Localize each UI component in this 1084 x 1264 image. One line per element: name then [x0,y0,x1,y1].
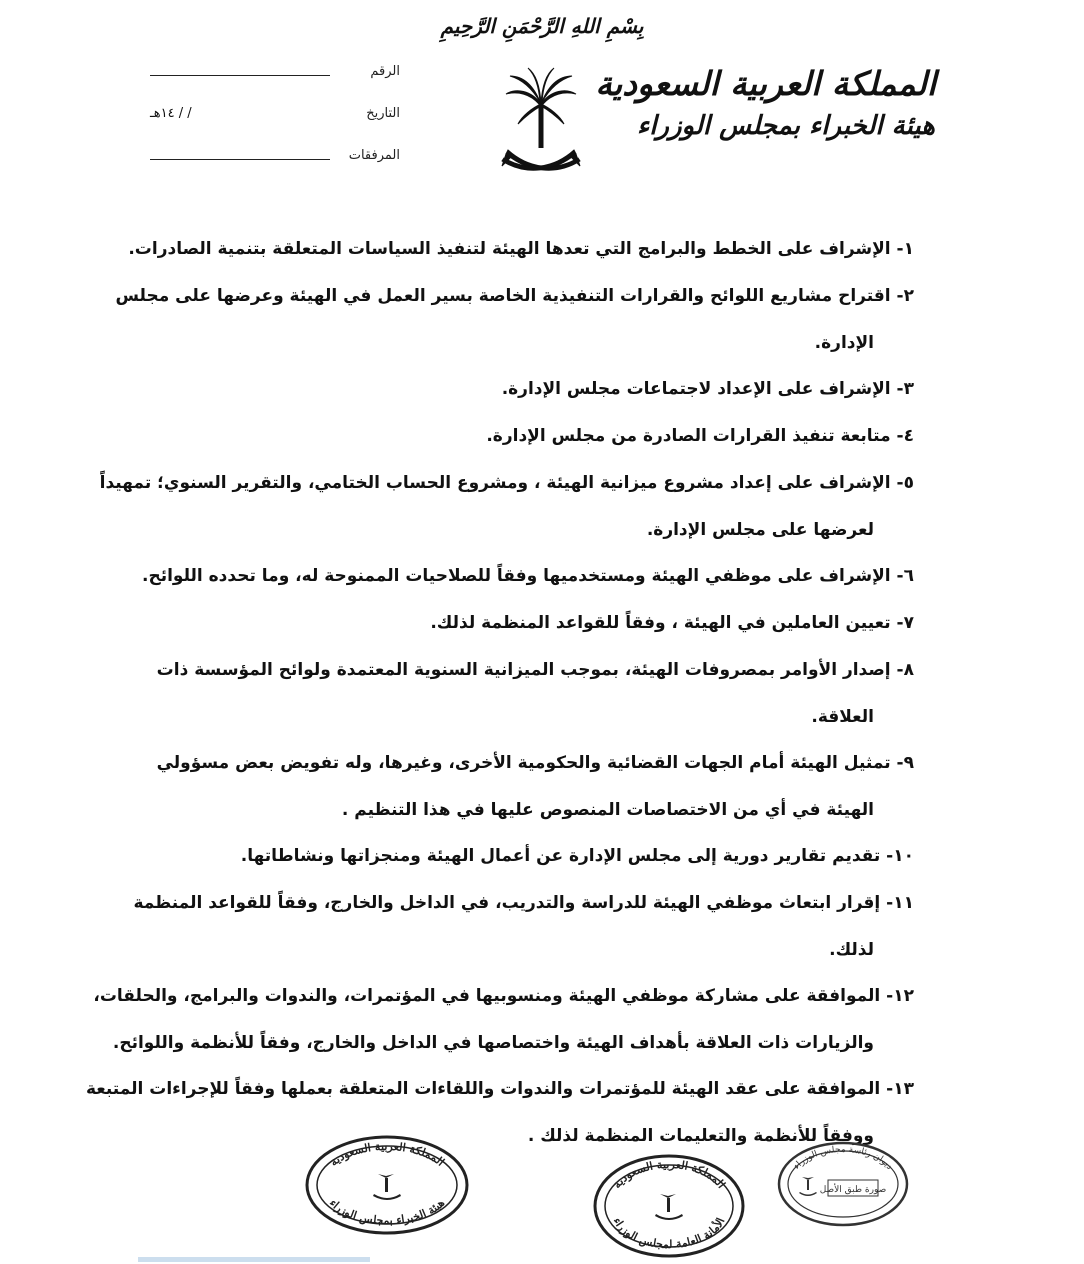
clause-item [115,273,914,366]
clause-continuation: الإدارة. [814,333,874,353]
clause-text: ٤- متابعة تنفيذ القرارات الصادرة من مجلس الإدارة. [486,426,914,446]
clause-item [93,973,914,1066]
clause-continuation: الهيئة في أي من الاختصاصات المنصوص عليها في هذا التنظيم . [341,800,874,820]
clause-text: ١١- إقرار ابتعاث موظفي الهيئة للدراسة والتدريب، في الداخل والخارج، وفقاً للقواعد المنظمة [133,893,914,913]
clause-item [133,880,914,973]
clause-item [156,740,914,833]
clause-item [99,460,914,553]
attachments-row [150,148,400,190]
seal-experts-commission [304,1134,470,1236]
clause-item [128,226,914,273]
clause-continuation: لعرضها على مجلس الإدارة. [646,520,874,540]
basmala-heading: بِسْمِ اللهِ الرَّحْمَنِ الرَّحِيمِ [440,14,644,38]
date-label: التاريخ [366,106,400,121]
attachments-line [150,159,330,160]
clause-text: ٦- الإشراف على موظفي الهيئة ومستخدميها وفقاً للصلاحيات الممنوحة له، وما تحدده اللوائح. [142,566,914,586]
clause-continuation: لذلك. [829,940,874,960]
clause-item [156,647,914,740]
letterhead-title-block [595,62,936,144]
reference-fields [150,64,400,190]
clause-item [174,833,914,880]
clause-text: ١٣- الموافقة على عقد الهيئة للمؤتمرات والندوات واللقاءات المتعلقة بعملها وفقاً للإجراءات المتبعة [85,1079,914,1099]
ref-number-label: الرقم [370,64,400,79]
seal-council-secretariat [592,1152,746,1260]
clause-text: ٢- اقتراح مشاريع اللوائح والقرارات التنفيذية الخاصة بسير العمل في الهيئة وعرضها على مجلس [115,286,914,306]
palm-swords-emblem-icon [498,64,584,188]
ref-number-row [150,64,400,106]
ref-number-line [150,75,330,76]
clause-continuation: ووفقاً للأنظمة والتعليمات المنظمة لذلك . [527,1126,874,1146]
clause-text: ٩- تمثيل الهيئة أمام الجهات القضائية والحكومية الأخرى، وغيرها، وله تفويض بعض مسؤولي [156,753,914,773]
organization-name: هيئة الخبراء بمجلس الوزراء [636,111,935,141]
seal-bottom-text: صورة طبق الأصل [819,1185,887,1195]
seal-bottom-text: هيئة الخبراء بمجلس الوزراء [326,1196,448,1228]
clause-item [142,553,914,600]
clause-text: ١- الإشراف على الخطط والبرامج التي تعدها الهيئة لتنفيذ السياسات المتعلقة بتنمية الصادرات. [128,239,914,259]
seal-top-text: ديوان رئاسة مجلس الوزراء [791,1144,895,1172]
seal-true-copy [776,1140,910,1228]
seal-top-text: المملكة العربية السعودية [327,1139,447,1169]
svg-text:هيئة الخبراء بمجلس الوزراء [327,1196,448,1227]
clause-continuation: العلاقة. [811,707,874,727]
clause-text: ٨- إصدار الأوامر بمصروفات الهيئة، بموجب الميزانية السنوية المعتمدة ولوائح المؤسسة ذات [156,660,914,680]
clause-text: ٥- الإشراف على إعداد مشروع ميزانية الهيئة ، ومشروع الحساب الختامي، والتقرير السنوي؛ تمهيداً [99,473,914,493]
attachments-label: المرفقات [348,148,400,163]
bottom-scan-mark [138,1257,370,1262]
seal-top-text: المملكة العربية السعودية [610,1157,728,1191]
date-row [150,106,400,148]
date-placeholder: / / ١٤هـ [150,106,192,121]
clause-item [174,600,914,647]
clause-item [174,366,914,413]
clause-text: ١٢- الموافقة على مشاركة موظفي الهيئة ومنسوبيها في المؤتمرات، والندوات والبرامج، والحلقات، [93,986,914,1006]
clause-text: ٣- الإشراف على الإعداد لاجتماعات مجلس الإدارة. [501,379,914,399]
svg-text:الأمانة العامة لمجلس الوزراء [611,1216,728,1251]
clauses-list [85,226,914,1159]
seal-bottom-text: الأمانة العامة لمجلس الوزراء [610,1215,728,1252]
clause-continuation: والزيارات ذات العلاقة بأهداف الهيئة واختصاصها في الداخل والخارج، وفقاً للأنظمة واللوائح. [112,1033,874,1053]
clause-text: ١٠- تقديم تقارير دورية إلى مجلس الإدارة عن أعمال الهيئة ومنجزاتها ونشاطاتها. [240,846,914,866]
kingdom-name: المملكة العربية السعودية [595,64,936,103]
clause-item [174,413,914,460]
clause-text: ٧- تعيين العاملين في الهيئة ، وفقاً للقواعد المنظمة لذلك. [430,613,914,633]
